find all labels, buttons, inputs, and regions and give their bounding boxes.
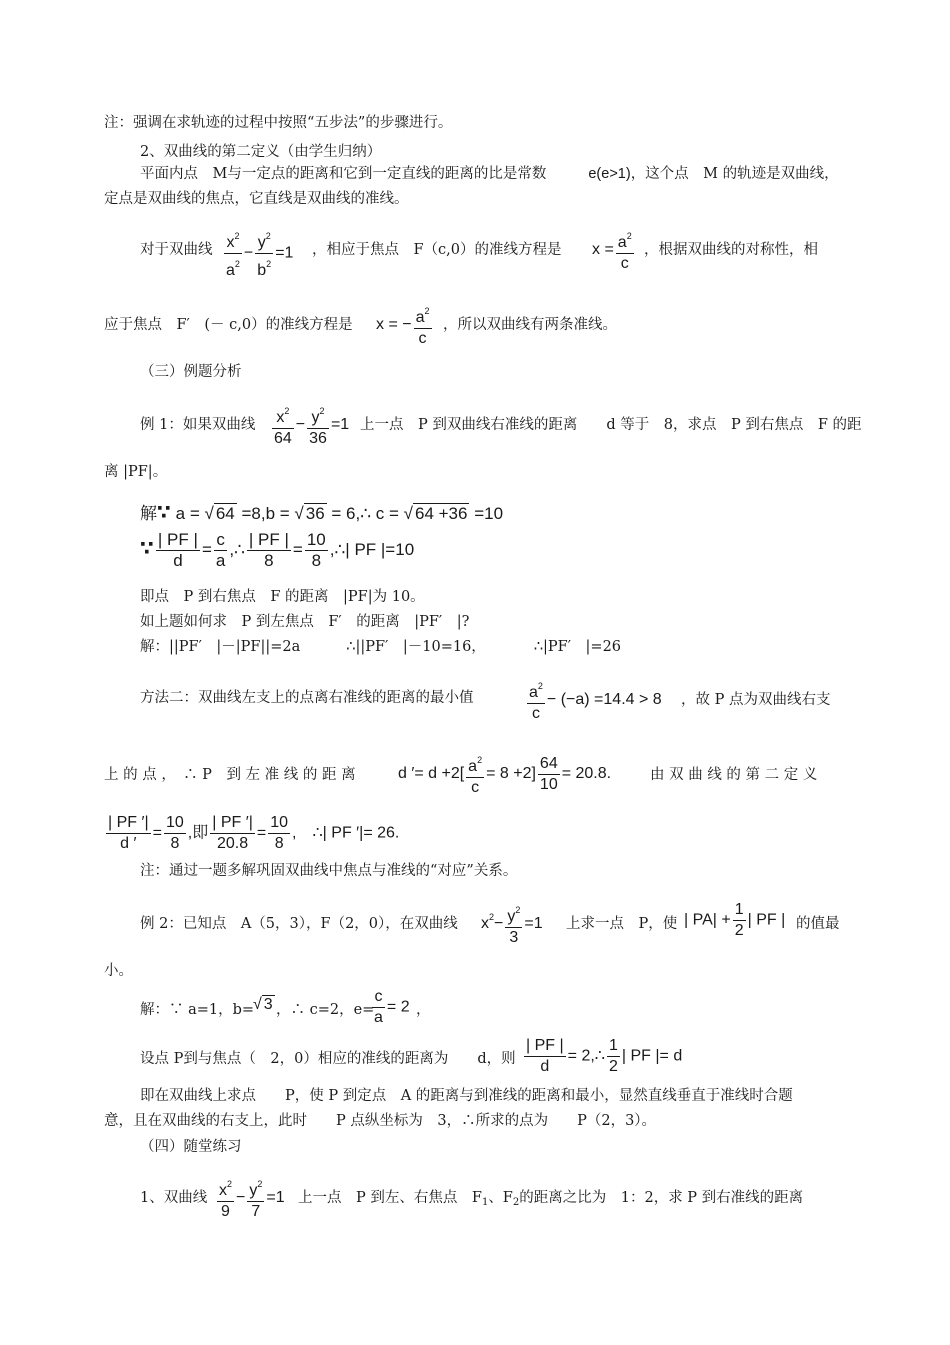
directrix-symmetry-text: ，根据双曲线的对称性，相: [644, 242, 818, 258]
left-directrix-text: 应于焦点 F′ (－ c,0）的准线方程是: [104, 317, 353, 333]
example2-label: 例 2：已知点 A（5，3），F（2，0），在双曲线: [140, 916, 458, 932]
example2-solution-comma: ，: [416, 1002, 431, 1018]
example1-question: 上一点 P 到双曲线右准线的距离 d 等于 8，求点 P 到右焦点 F 的距: [360, 417, 862, 433]
hyperbola-standard-equation: $\frac{x^2}{a^2}$ − $\frac{y^2}{b^2}$ =1: [222, 226, 293, 281]
example2-eccentricity: $\frac{c}{a}$ = 2: [374, 988, 410, 1026]
method-two-right-branch: ，故 P 点为双曲线右支: [681, 692, 831, 708]
left-directrix-equation: x = − $\frac{a^2}{c}$: [376, 301, 434, 349]
method-two-result: $\frac{| PF '|}{d '}$ = $\frac{10}{8}$ ,即 $\frac{| PF '|}{20.8}$ = $\frac{10}{8}$ , ∴| PF ′|= 26.: [108, 814, 400, 852]
note-correspondence: 注：通过一题多解巩固双曲线中焦点与准线的“对应”关系。: [140, 863, 518, 879]
section-practice: （四）随堂练习: [140, 1139, 242, 1155]
method-two-left-distance-text: 上 的 点 ， ∴ P 到 左 准 线 的 距 离: [104, 767, 356, 783]
example1-solution-step1: 解∵ a = √ 64 =8,b = √ 36 = 6,∴ c = √ 64 +36 =10: [140, 502, 504, 524]
example2-explanation-2: 意，且在双曲线的右支上，此时 P 点纵坐标为 3，∴所求的点为 P（2，3）。: [104, 1113, 657, 1129]
example1-conclusion: 即点 P 到右焦点 F 的距离 |PF|为 10。: [140, 589, 425, 605]
example1-solution-step2: ∵ $\frac{| PF |}{d}$ = $\frac{c}{a}$ ,∴ $\frac{| PF |}{8}$ = $\frac{10}{8}$ ,∴| PF |=10: [140, 530, 415, 570]
example1-followup: 如上题如何求 P 到左焦点 F′ 的距离 |PF′ |?: [140, 614, 470, 630]
method-two-min-distance: $\frac{a^2}{c}$ − (−a) =14.4 > 8: [525, 676, 662, 724]
example2-distance-formula: $\frac{| PF |}{d}$ = 2,∴ $\frac{1}{2}$ | PF |= d: [526, 1037, 683, 1075]
note-five-step: 注：强调在求轨迹的过程中按照“五步法”的步骤进行。: [104, 115, 453, 131]
example1-hyperbola: $\frac{x^2}{64}$ − $\frac{y^2}{36}$ =1: [270, 401, 349, 449]
method-two-distance-formula: d ′= d +2[ $\frac{a^2}{c}$ = 8 +2] $\frac{64}{10}$ = 20.8.: [398, 750, 611, 798]
example2-question: 上求一点 P，使: [566, 916, 678, 932]
example2-target-expression: | PA| + $\frac{1}{2}$ | PF |: [684, 901, 786, 939]
right-directrix-equation: x = $\frac{a^2}{c}$: [592, 226, 636, 274]
example1-label: 例 1：如果双曲线: [140, 417, 256, 433]
example2-question-tail: 小。: [104, 963, 133, 979]
example2-explanation-1: 即在双曲线上求点 P，使 P 到定点 A 的距离与到准线的距离和最小，显然直线垂直于准线时合题: [140, 1088, 793, 1104]
exercise1-hyperbola: $\frac{x^2}{9}$ − $\frac{y^2}{7}$ =1: [215, 1174, 285, 1222]
exercise1-question: 上一点 P 到左、右焦点 $F_1$、$F_2$的距离之比为 1：2，求 P 到右准线的距离: [298, 1190, 804, 1208]
definition-line-2: 定点是双曲线的焦点，它直线是双曲线的准线。: [104, 191, 409, 207]
method-two-text: 方法二：双曲线左支上的点离右准线的距离的最小值: [140, 690, 474, 706]
section-examples: （三）例题分析: [140, 364, 242, 380]
two-directrices-text: ，所以双曲线有两条准线。: [443, 317, 617, 333]
exercise1-label: 1、双曲线: [140, 1190, 208, 1206]
example2-solution-c: ，∴ c=2，e=: [276, 1002, 375, 1018]
definition-line-1: 平面内点 M与一定点的距离和它到一定直线的距离的比是常数 e(e>1)，这个点 M 的轨迹是双曲线，: [140, 166, 839, 182]
example2-question-end: 的值最: [796, 916, 840, 932]
directrix-focus-text: ，相应于焦点 F（c,0）的准线方程是: [312, 242, 562, 258]
section-second-definition: 2、双曲线的第二定义（由学生归纳）: [140, 144, 382, 160]
example2-solution-label: 解：∵ a=1，b=: [140, 1002, 255, 1018]
method-two-second-definition: 由 双 曲 线 的 第 二 定 义: [650, 767, 818, 783]
example2-distance-text: 设点 P到与焦点（ 2，0）相应的准线的距离为 d，则: [140, 1051, 516, 1067]
example1-followup-solution: 解：||PF′ |－|PF||=2a ∴||PF′ |－10=16， ∴|PF′ |=26: [140, 639, 622, 655]
example2-sqrt3: √ 3: [253, 996, 273, 1013]
directrix-intro-label: 对于双曲线: [140, 242, 213, 258]
example1-question-end: 离 |PF|。: [104, 464, 168, 480]
example2-hyperbola: $x^2-$ $\frac{y^2}{3}$ =1: [481, 900, 543, 948]
